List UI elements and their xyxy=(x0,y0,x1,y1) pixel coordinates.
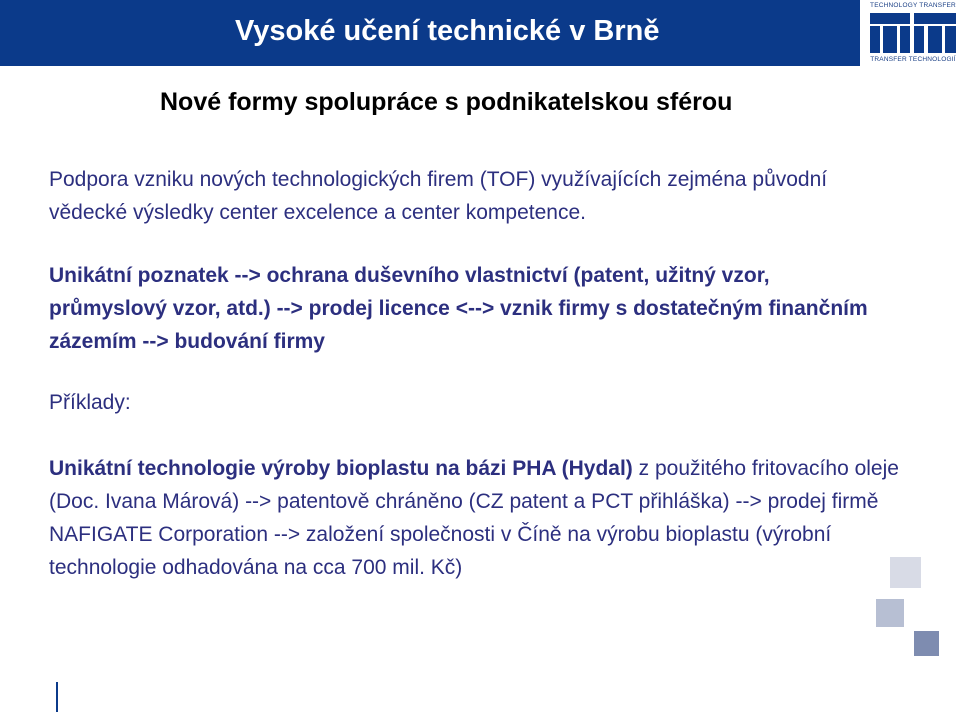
header-bar xyxy=(0,0,860,66)
decor-square-medium xyxy=(876,599,904,627)
examples-label: Příklady: xyxy=(49,391,131,414)
example-rest-text: z použitého fritovacího oleje (Doc. Ivana Márová) --> patentově chráněno (CZ patent a PCT přihláška) --> prodej firmě NAFIGATE Corporation --> založení společnosti v Číně na výrobu bioplastu (výrobní technologie odhadována na cca 700 mil. Kč) xyxy=(49,457,899,579)
example-paragraph xyxy=(49,452,919,584)
paragraph-ip-process: Unikátní poznatek --> ochrana duševního vlastnictví (patent, užitný vzor, průmyslový vzor, atd.) --> prodej licence <--> vznik firmy s dostatečným finančním zázemím --> budování firmy xyxy=(49,264,868,353)
tt-logo-icon xyxy=(866,11,960,55)
example-bold-text: Unikátní technologie výroby bioplastu na bázi PHA (Hydal) xyxy=(49,457,633,480)
decor-square-light xyxy=(890,557,921,588)
technology-transfer-logo xyxy=(866,0,960,66)
header-title: Vysoké učení technické v Brně xyxy=(235,15,660,47)
slide-title: Nové formy spolupráce s podnikatelskou sférou xyxy=(160,88,733,116)
decor-vertical-line xyxy=(56,682,58,712)
logo-top-text: TECHNOLOGY TRANSFER xyxy=(870,2,956,9)
decor-square-dark xyxy=(914,631,939,656)
logo-bottom-text: TRANSFER TECHNOLOGIÍ xyxy=(870,56,956,63)
paragraph-tof-support: Podpora vzniku nových technologických firem (TOF) využívajících zejména původní vědecké výsledky center excelence a center kompetence. xyxy=(49,168,828,224)
